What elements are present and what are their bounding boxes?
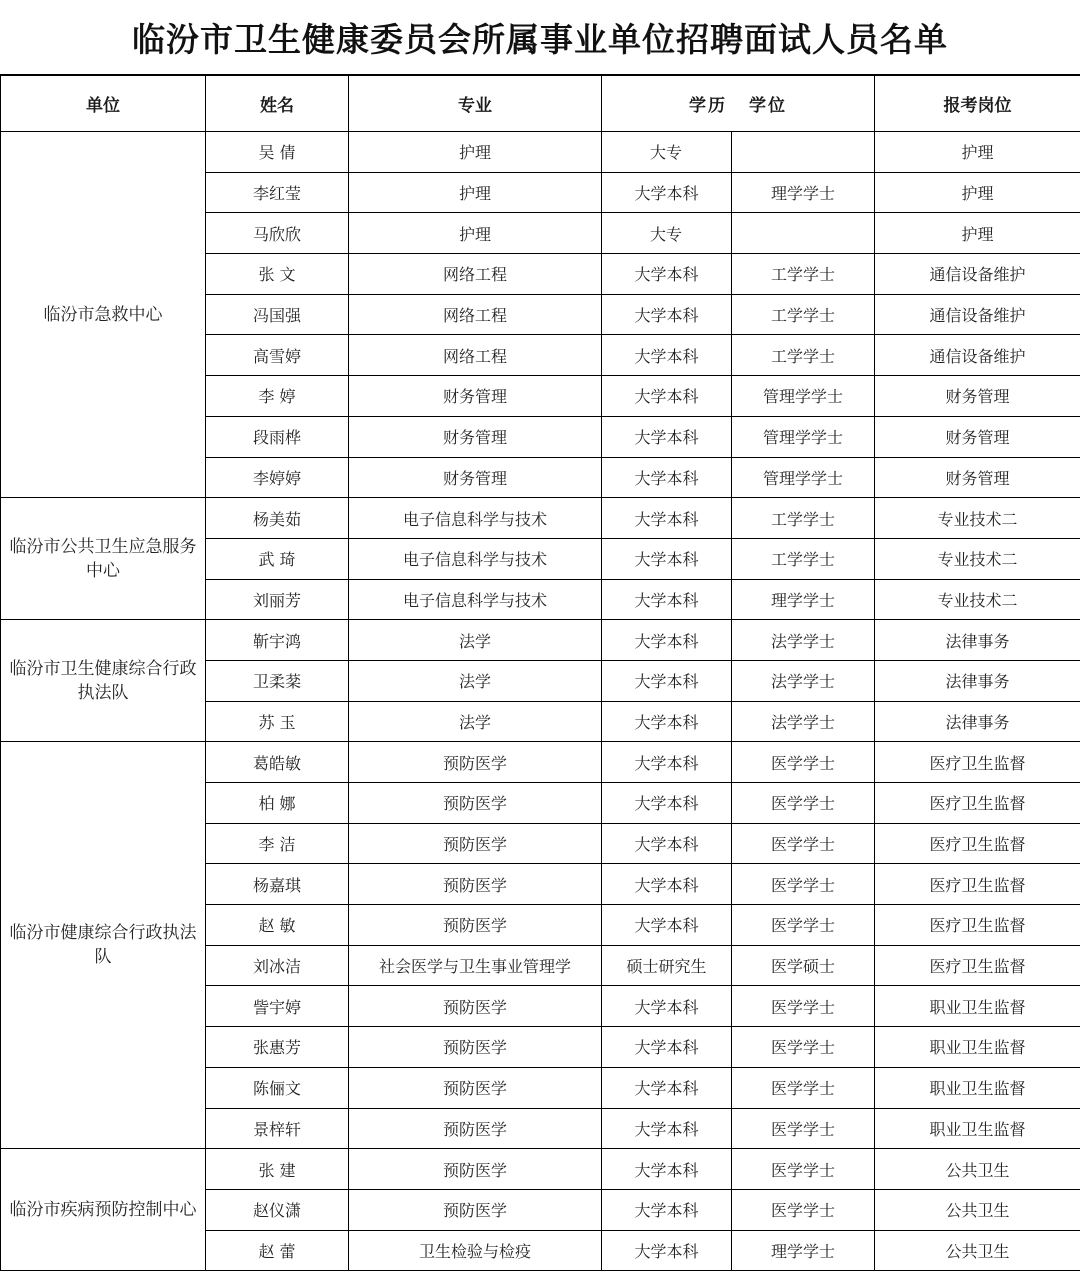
degree-cell: 理学学士: [732, 1230, 875, 1271]
name-cell: 李 婷: [206, 376, 349, 417]
name-cell: 李婷婷: [206, 457, 349, 498]
degree-cell: 法学学士: [732, 660, 875, 701]
name-cell: 訾宇婷: [206, 986, 349, 1027]
major-cell: 电子信息科学与技术: [349, 498, 602, 539]
post-cell: 医疗卫生监督: [875, 823, 1080, 864]
post-cell: 职业卫生监督: [875, 986, 1080, 1027]
name-cell: 陈俪文: [206, 1067, 349, 1108]
major-cell: 预防医学: [349, 1027, 602, 1068]
major-cell: 法学: [349, 701, 602, 742]
post-cell: 财务管理: [875, 416, 1080, 457]
table-row: [1, 742, 1080, 783]
degree-cell: 理学学士: [732, 172, 875, 213]
degree-cell: 医学学士: [732, 905, 875, 946]
degree-cell: 医学学士: [732, 864, 875, 905]
major-cell: 预防医学: [349, 864, 602, 905]
post-cell: 职业卫生监督: [875, 1027, 1080, 1068]
header-row: [1, 76, 1080, 132]
unit-cell: 临汾市疾病预防控制中心: [1, 1149, 206, 1271]
education-cell: 大学本科: [602, 742, 732, 783]
post-cell: 通信设备维护: [875, 335, 1080, 376]
post-cell: 法律事务: [875, 620, 1080, 661]
name-cell: 张 建: [206, 1149, 349, 1190]
major-cell: 预防医学: [349, 986, 602, 1027]
name-cell: 杨美茹: [206, 498, 349, 539]
header-education: 学历: [689, 96, 727, 116]
degree-cell: 管理学学士: [732, 416, 875, 457]
degree-cell: 管理学学士: [732, 457, 875, 498]
post-cell: 公共卫生: [875, 1149, 1080, 1190]
degree-cell: 理学学士: [732, 579, 875, 620]
degree-cell: 医学学士: [732, 1067, 875, 1108]
post-cell: 护理: [875, 213, 1080, 254]
name-cell: 赵 蕾: [206, 1230, 349, 1271]
major-cell: 财务管理: [349, 457, 602, 498]
header-education-degree: [602, 76, 875, 132]
education-cell: 大学本科: [602, 538, 732, 579]
major-cell: 护理: [349, 213, 602, 254]
education-cell: 大学本科: [602, 1149, 732, 1190]
header-unit: 单位: [1, 76, 206, 132]
name-cell: 马欣欣: [206, 213, 349, 254]
degree-cell: 医学硕士: [732, 945, 875, 986]
degree-cell: 医学学士: [732, 823, 875, 864]
education-cell: 大学本科: [602, 1027, 732, 1068]
major-cell: 护理: [349, 172, 602, 213]
education-cell: 大学本科: [602, 905, 732, 946]
education-cell: 大专: [602, 132, 732, 173]
major-cell: 网络工程: [349, 335, 602, 376]
degree-cell: 法学学士: [732, 701, 875, 742]
education-cell: 大学本科: [602, 823, 732, 864]
table-row: [1, 498, 1080, 539]
education-cell: 大学本科: [602, 783, 732, 824]
header-major: 专业: [349, 76, 602, 132]
major-cell: 电子信息科学与技术: [349, 579, 602, 620]
table-header: [1, 76, 1080, 132]
unit-cell: 临汾市公共卫生应急服务中心: [1, 498, 206, 620]
education-cell: 大学本科: [602, 498, 732, 539]
name-cell: 吴 倩: [206, 132, 349, 173]
name-cell: 张 文: [206, 254, 349, 295]
education-cell: 大学本科: [602, 864, 732, 905]
table-row: [1, 620, 1080, 661]
major-cell: 财务管理: [349, 376, 602, 417]
degree-cell: 医学学士: [732, 1189, 875, 1230]
education-cell: 硕士研究生: [602, 945, 732, 986]
degree-cell: 工学学士: [732, 335, 875, 376]
name-cell: 段雨桦: [206, 416, 349, 457]
name-cell: 靳宇鸿: [206, 620, 349, 661]
major-cell: 预防医学: [349, 742, 602, 783]
major-cell: 预防医学: [349, 905, 602, 946]
post-cell: 专业技术二: [875, 579, 1080, 620]
name-cell: 卫柔棻: [206, 660, 349, 701]
header-post: 报考岗位: [875, 76, 1080, 132]
degree-cell: [732, 213, 875, 254]
degree-cell: 医学学士: [732, 783, 875, 824]
major-cell: 预防医学: [349, 1067, 602, 1108]
name-cell: 赵仪潇: [206, 1189, 349, 1230]
degree-cell: 工学学士: [732, 538, 875, 579]
name-cell: 李 洁: [206, 823, 349, 864]
major-cell: 法学: [349, 660, 602, 701]
unit-cell: 临汾市卫生健康综合行政执法队: [1, 620, 206, 742]
name-cell: 苏 玉: [206, 701, 349, 742]
education-cell: 大学本科: [602, 457, 732, 498]
major-cell: 卫生检验与检疫: [349, 1230, 602, 1271]
header-name: 姓名: [206, 76, 349, 132]
degree-cell: 工学学士: [732, 498, 875, 539]
name-cell: 武 琦: [206, 538, 349, 579]
degree-cell: 医学学士: [732, 986, 875, 1027]
education-cell: 大学本科: [602, 1189, 732, 1230]
table-row: [1, 1149, 1080, 1190]
major-cell: 法学: [349, 620, 602, 661]
degree-cell: 医学学士: [732, 742, 875, 783]
major-cell: 护理: [349, 132, 602, 173]
post-cell: 通信设备维护: [875, 254, 1080, 295]
name-cell: 刘丽芳: [206, 579, 349, 620]
post-cell: 护理: [875, 172, 1080, 213]
post-cell: 职业卫生监督: [875, 1108, 1080, 1149]
education-cell: 大学本科: [602, 660, 732, 701]
post-cell: 医疗卫生监督: [875, 783, 1080, 824]
degree-cell: 工学学士: [732, 294, 875, 335]
post-cell: 职业卫生监督: [875, 1067, 1080, 1108]
major-cell: 财务管理: [349, 416, 602, 457]
table-row: [1, 132, 1080, 173]
major-cell: 预防医学: [349, 1108, 602, 1149]
education-cell: 大学本科: [602, 986, 732, 1027]
post-cell: 护理: [875, 132, 1080, 173]
education-cell: 大学本科: [602, 294, 732, 335]
post-cell: 财务管理: [875, 376, 1080, 417]
education-cell: 大专: [602, 213, 732, 254]
education-cell: 大学本科: [602, 335, 732, 376]
post-cell: 通信设备维护: [875, 294, 1080, 335]
degree-cell: 医学学士: [732, 1108, 875, 1149]
education-cell: 大学本科: [602, 701, 732, 742]
degree-cell: [732, 132, 875, 173]
major-cell: 预防医学: [349, 1149, 602, 1190]
name-cell: 赵 敏: [206, 905, 349, 946]
degree-cell: 管理学学士: [732, 376, 875, 417]
name-cell: 冯国强: [206, 294, 349, 335]
education-cell: 大学本科: [602, 416, 732, 457]
post-cell: 公共卫生: [875, 1189, 1080, 1230]
name-cell: 张惠芳: [206, 1027, 349, 1068]
education-cell: 大学本科: [602, 376, 732, 417]
name-cell: 柏 娜: [206, 783, 349, 824]
name-cell: 杨嘉琪: [206, 864, 349, 905]
major-cell: 预防医学: [349, 823, 602, 864]
major-cell: 社会医学与卫生事业管理学: [349, 945, 602, 986]
education-cell: 大学本科: [602, 254, 732, 295]
unit-cell: 临汾市急救中心: [1, 132, 206, 498]
post-cell: 医疗卫生监督: [875, 864, 1080, 905]
education-cell: 大学本科: [602, 1067, 732, 1108]
post-cell: 法律事务: [875, 701, 1080, 742]
degree-cell: 工学学士: [732, 254, 875, 295]
post-cell: 医疗卫生监督: [875, 742, 1080, 783]
education-cell: 大学本科: [602, 1108, 732, 1149]
interview-list-table: [0, 75, 1080, 1271]
degree-cell: 法学学士: [732, 620, 875, 661]
name-cell: 刘冰洁: [206, 945, 349, 986]
major-cell: 预防医学: [349, 783, 602, 824]
degree-cell: 医学学士: [732, 1149, 875, 1190]
header-degree: 学位: [749, 96, 787, 116]
education-cell: 大学本科: [602, 1230, 732, 1271]
post-cell: 医疗卫生监督: [875, 945, 1080, 986]
document-title: 临汾市卫生健康委员会所属事业单位招聘面试人员名单: [0, 0, 1080, 75]
major-cell: 电子信息科学与技术: [349, 538, 602, 579]
education-cell: 大学本科: [602, 579, 732, 620]
major-cell: 网络工程: [349, 254, 602, 295]
post-cell: 法律事务: [875, 660, 1080, 701]
post-cell: 医疗卫生监督: [875, 905, 1080, 946]
post-cell: 专业技术二: [875, 498, 1080, 539]
name-cell: 景梓轩: [206, 1108, 349, 1149]
degree-cell: 医学学士: [732, 1027, 875, 1068]
major-cell: 预防医学: [349, 1189, 602, 1230]
post-cell: 财务管理: [875, 457, 1080, 498]
unit-cell: 临汾市健康综合行政执法队: [1, 742, 206, 1149]
major-cell: 网络工程: [349, 294, 602, 335]
post-cell: 公共卫生: [875, 1230, 1080, 1271]
education-cell: 大学本科: [602, 172, 732, 213]
table-body: [1, 132, 1080, 1271]
name-cell: 葛皓敏: [206, 742, 349, 783]
education-cell: 大学本科: [602, 620, 732, 661]
post-cell: 专业技术二: [875, 538, 1080, 579]
name-cell: 高雪婷: [206, 335, 349, 376]
name-cell: 李红莹: [206, 172, 349, 213]
